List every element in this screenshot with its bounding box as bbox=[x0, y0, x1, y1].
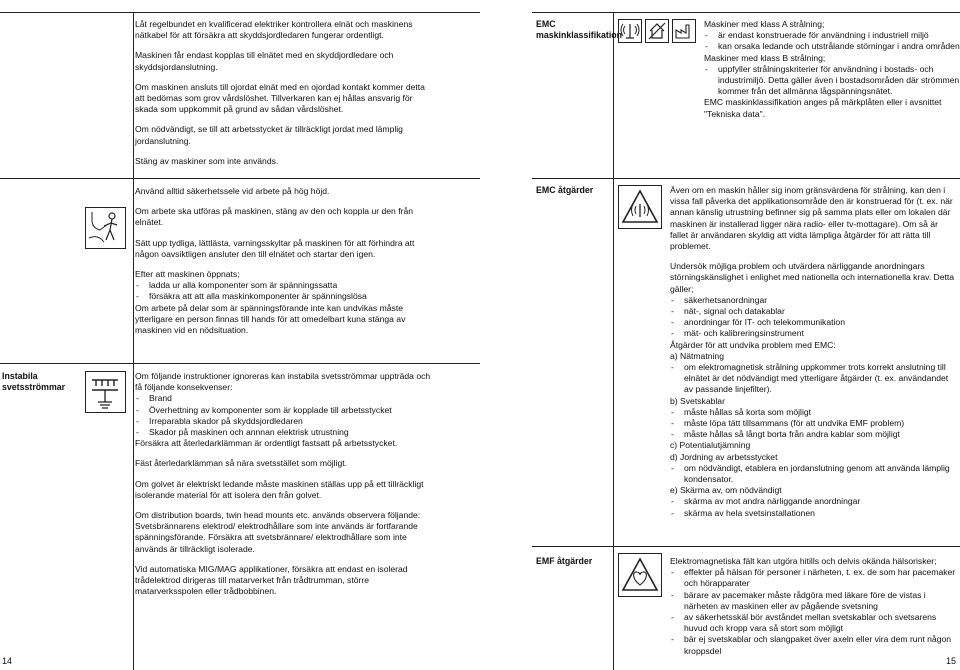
list-item: - av säkerhetsskäl bör avståndet mellan svetskablar och svetsarens huvud och kropp vara så stort som möjligt bbox=[670, 612, 958, 634]
list-item: - om elektromagnetisk strålning uppkommer trots korrekt anslutning till elnätet är det nödvändigt med ytterligare åtgärder (t. ex. användandet av passande linjefilter). bbox=[670, 362, 958, 396]
list-item: - nät-, signal och datakablar bbox=[670, 306, 958, 317]
paragraph: Om arbete på delar som är spänningsförande inte kan undvikas måste ytterligare en person finnas till hands för att omedelbart kuna stänga av maskinen vid en nödsituation. bbox=[135, 302, 406, 336]
emc-class-text bbox=[704, 19, 960, 129]
paragraph: Om golvet är elektriskt ledande måste maskinen ställas upp på ett tillräckligt isolerande material för att isolera den från golvet. bbox=[135, 478, 424, 500]
list-item: - om nödvändigt, etablera en jordanslutning genom att använda lämplig kondensator. bbox=[670, 463, 958, 485]
list-item: - mät- och kalibreringsinstrument bbox=[670, 328, 958, 339]
dash-list bbox=[704, 30, 960, 52]
paragraph: Sätt upp tydliga, lättlästa, varningsskyltar på maskinen för att förhindra att någon oavsiktligen ansluter den till elnätet och startar den igen. bbox=[135, 237, 415, 259]
list-item: - Brand bbox=[135, 393, 435, 404]
list-item: - måste hållas så långt borta från andra kablar som möjligt bbox=[670, 429, 958, 440]
section-rule bbox=[532, 546, 960, 547]
list-item: - måste löpa tätt tillsammans (för att undvika EMF problem) bbox=[670, 418, 958, 429]
dash-list bbox=[670, 362, 958, 396]
paragraph: Om maskinen ansluts till ojordat elnät med en ojordad kontakt kommer detta att bedömas som grov vårdslöshet. Tillverkaren kan ej hållas ansvarig för skada som uppkommit på grund av sådan vårdslöshet. bbox=[135, 81, 425, 115]
measure-label: d) Jordning av arbetsstycket bbox=[670, 451, 778, 462]
paragraph: Om följande instruktioner ignoreras kan instabila svetsströmmar uppträda och få följande konsekvenser: bbox=[135, 371, 431, 393]
dash-list bbox=[670, 407, 958, 441]
left-text-column bbox=[135, 19, 435, 176]
paragraph: Fäst återledarklämman så nära svetsstället som möjligt. bbox=[135, 458, 348, 469]
list-item: - Irreparabla skador på skyddsjordledaren bbox=[135, 416, 435, 427]
paragraph: Efter att maskinen öppnats; bbox=[135, 269, 240, 280]
paragraph: Låt regelbundet en kvalificerad elektriker kontrollera elnät och maskinens nätkabel för att försäkra att skyddsjordledaren fungerar ordentligt. bbox=[135, 19, 413, 41]
stray-current-icon bbox=[85, 371, 126, 413]
list-item: - bär ej svetskablar och slangpaket över axeln eller vira dem runt någon kroppsdel bbox=[670, 634, 958, 656]
top-rule-right bbox=[532, 12, 960, 13]
list-item: - skärma av mot andra närliggande anordningar bbox=[670, 496, 958, 507]
paragraph: Maskiner med klass B strålning; bbox=[704, 52, 826, 63]
house-icon bbox=[645, 19, 669, 43]
section-heading: EMC maskinklassifikation bbox=[536, 19, 623, 40]
list-item: - anordningar för IT- och telekommunikation bbox=[670, 317, 958, 328]
paragraph: Maskiner med klass A strålning; bbox=[704, 19, 825, 29]
paragraph: Försäkra att återledarklämman är ordentligt fastsatt på arbetsstycket. bbox=[135, 438, 398, 449]
list-item: - ladda ur alla komponenter som är spänningssatta bbox=[135, 280, 435, 291]
section-rule bbox=[0, 363, 480, 364]
paragraph: Använd alltid säkerhetssele vid arbete på hög höjd. bbox=[135, 186, 330, 196]
factory-icon bbox=[672, 19, 696, 43]
paragraph: Stäng av maskiner som inte används. bbox=[135, 155, 279, 166]
paragraph: Maskinen får endast kopplas till elnätet med en skyddjordledare och skyddsjordanslutning. bbox=[135, 50, 394, 72]
list-item: - måste hållas så korta som möjligt bbox=[670, 407, 958, 418]
list-item: - är endast konstruerade för användning i industriell miljö bbox=[704, 30, 960, 41]
dash-list bbox=[135, 393, 435, 438]
section-heading: Instabila svetsströmmar bbox=[2, 371, 66, 392]
non-ionizing-radiation-icon bbox=[618, 185, 662, 229]
page-number-left: 14 bbox=[2, 656, 13, 666]
list-item: - effekter på hälsan för personer i närheten, t. ex. de som har pacemaker och hörapparater bbox=[670, 567, 958, 589]
page-number-right: 15 bbox=[946, 656, 957, 666]
paragraph: Undersök möjliga problem och utvärdera närliggande anordningars störningskänslighet i enlighet med nationella och internationella krav. Detta gäller; bbox=[670, 261, 955, 294]
emc-class-icons bbox=[618, 19, 696, 45]
dash-list bbox=[670, 567, 958, 657]
list-item: - försäkra att att alla maskinkomponenter är spänningslösa bbox=[135, 291, 435, 302]
left-text-column-3 bbox=[135, 371, 435, 606]
dash-list bbox=[704, 64, 960, 98]
dash-list bbox=[670, 496, 958, 518]
list-item: - Överhettning av komponenter som är kopplade till arbetsstycket bbox=[135, 405, 435, 416]
section-rule bbox=[532, 178, 960, 179]
paragraph: Åtgärder för att undvika problem med EMC: bbox=[670, 339, 836, 350]
section-rule bbox=[0, 178, 480, 179]
emc-radiation-icon bbox=[618, 19, 642, 43]
section-heading: EMF åtgärder bbox=[536, 556, 593, 566]
dash-list bbox=[670, 295, 958, 340]
top-rule-left bbox=[0, 12, 480, 13]
paragraph: Elektromagnetiska fält kan utgöra hitills och delvis okända hälsorisker; bbox=[670, 556, 937, 566]
paragraph: Om distribution boards, twin head mounts etc. används observera följande: Svetsbrännarens elektrod/ elektrodhållare som inte används är fortfarande spänningsförande. Försäkra att svetsbrännare/ elektrodhållare som inte används är tillräckligt isolerade. bbox=[135, 510, 421, 554]
left-text-column-2 bbox=[135, 186, 435, 345]
paragraph: Om nödvändigt, se till att arbetsstycket är tillräckligt jordat med lämplig jordanslutning. bbox=[135, 124, 403, 146]
dash-list bbox=[670, 463, 958, 485]
list-item: - uppfyller strålningskriterier för användning i bostads- och industrimiljö. Detta gäller även i bostadsområden där strömmen kommer från det allmänna lågspänningsnätet. bbox=[704, 64, 960, 98]
paragraph: Om arbete ska utföras på maskinen, stäng av den och koppla ur den från elnätet. bbox=[135, 206, 414, 228]
paragraph: Vid automatiska MIG/MAG applikationer, försäkra att endast en isolerad trådelektrod dirigeras till matarverket från trådtrumman, större matarverksspolen eller trådbobbinen. bbox=[135, 563, 408, 597]
right-page bbox=[480, 0, 960, 670]
measure-label: e) Skärma av, om nödvändigt bbox=[670, 485, 782, 496]
safety-harness-icon bbox=[85, 207, 126, 249]
column-divider-left bbox=[133, 12, 134, 670]
list-item: - säkerhetsanordningar bbox=[670, 295, 958, 306]
measure-label: c) Potentialutjämning bbox=[670, 440, 751, 451]
list-item: - bärare av pacemaker måste rådgöra med läkare före de vistas i närheten av maskinen eller av pågående svetsning bbox=[670, 590, 958, 612]
pacemaker-warning-icon bbox=[618, 553, 662, 597]
list-item: - skärma av hela svetsinstallationen bbox=[670, 508, 958, 519]
measure-label: b) Svetskablar bbox=[670, 395, 725, 406]
section-heading: EMC åtgärder bbox=[536, 185, 594, 195]
measure-label: a) Nätmatning bbox=[670, 350, 724, 361]
list-item: - Skador på maskinen och annnan elektrisk utrustning bbox=[135, 427, 435, 438]
emf-text bbox=[670, 556, 958, 657]
emc-measures-text bbox=[670, 185, 958, 519]
column-divider-right bbox=[613, 12, 614, 670]
paragraph: Även om en maskin håller sig inom gränsvärdena för strålning, kan den i vissa fall påverka det applikationsområde den är konstruerad för (t. ex. när annan känslig utrustning befinner sig på samma plats eller om lokalen där maskinen är installerad ligger nära radio- eller tv-mottagare). Om så är fallet är användaren skyldig att vidta lämpliga åtgärder för att rätta till problemet. bbox=[670, 185, 953, 252]
dash-list bbox=[135, 280, 435, 302]
list-item: - kan orsaka ledande och utstrålande störningar i andra områden bbox=[704, 41, 960, 52]
paragraph: EMC maskinklassifikation anges på märkplåten eller i avsnittet "Tekniska data". bbox=[704, 97, 942, 119]
